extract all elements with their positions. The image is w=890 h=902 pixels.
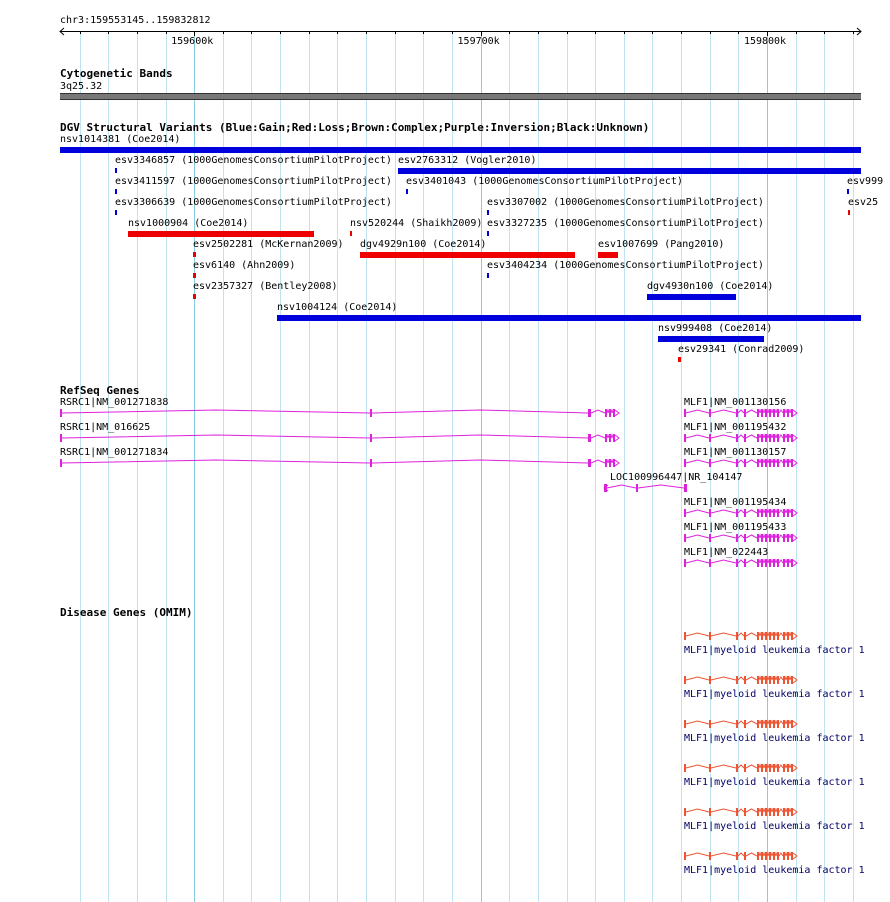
dgv-variant-label[interactable]: esv29341 (Conrad2009) bbox=[678, 344, 805, 355]
exon-block bbox=[787, 720, 789, 728]
exon-block bbox=[757, 720, 759, 728]
intron-line bbox=[711, 721, 736, 724]
intron-line bbox=[767, 765, 769, 768]
ruler-tick-label: 159700k bbox=[457, 36, 500, 47]
dgv-variant-label[interactable]: esv3404234 (1000GenomesConsortiumPilotProject) bbox=[487, 260, 764, 271]
dgv-variant-label[interactable]: nsv1000904 (Coe2014) bbox=[128, 218, 249, 229]
intron-line bbox=[775, 633, 777, 636]
exon-block bbox=[783, 808, 785, 816]
exon-block bbox=[709, 852, 711, 860]
exon-block bbox=[761, 764, 763, 772]
intron-line bbox=[738, 721, 744, 724]
intron-line bbox=[759, 721, 761, 724]
exon-block bbox=[761, 852, 763, 860]
exon-block bbox=[787, 764, 789, 772]
omim-track-title[interactable]: Disease Genes (OMIM) bbox=[60, 606, 193, 619]
intron-line bbox=[711, 809, 736, 812]
exon-block bbox=[765, 808, 767, 816]
omim-gene-model bbox=[684, 808, 797, 816]
exon-block bbox=[744, 852, 746, 860]
exon-block bbox=[791, 808, 793, 816]
intron-line bbox=[686, 809, 709, 812]
intron-line bbox=[763, 677, 765, 680]
omim-gene-model bbox=[684, 676, 797, 684]
intron-line bbox=[767, 721, 769, 724]
refseq-gene-label[interactable]: RSRC1|NM_001271838 bbox=[60, 397, 169, 408]
refseq-gene-label[interactable]: MLF1|NM_001195432 bbox=[684, 422, 787, 433]
intron-line bbox=[789, 765, 791, 768]
refseq-gene-label[interactable]: LOC100996447|NR_104147 bbox=[610, 472, 743, 483]
exon-block bbox=[736, 764, 738, 772]
intron-line bbox=[711, 633, 736, 636]
intron-line bbox=[759, 633, 761, 636]
dgv-variant-label[interactable]: nsv1004124 (Coe2014) bbox=[277, 302, 398, 313]
refseq-gene-label[interactable]: MLF1|NM_001130156 bbox=[684, 397, 787, 408]
omim-gene-model bbox=[684, 764, 797, 772]
strand-arrow-icon bbox=[793, 765, 797, 771]
exon-block bbox=[709, 764, 711, 772]
exon-block bbox=[736, 852, 738, 860]
intron-line bbox=[686, 721, 709, 724]
exon-block bbox=[777, 720, 779, 728]
dgv-variant-label[interactable]: esv3401043 (1000GenomesConsortiumPilotProject) bbox=[406, 176, 683, 187]
exon-block bbox=[787, 676, 789, 684]
intron-line bbox=[711, 853, 736, 856]
exon-block bbox=[791, 632, 793, 640]
exon-block bbox=[757, 632, 759, 640]
exon-block bbox=[765, 720, 767, 728]
intron-line bbox=[785, 721, 787, 724]
intron-line bbox=[746, 677, 757, 680]
omim-gene-label[interactable]: MLF1|myeloid leukemia factor 1 bbox=[684, 777, 865, 788]
intron-line bbox=[789, 853, 791, 856]
exon-block bbox=[769, 676, 771, 684]
exon-block bbox=[769, 720, 771, 728]
exon-block bbox=[773, 676, 775, 684]
exon-block bbox=[757, 852, 759, 860]
dgv-variant-label[interactable]: esv3346857 (1000GenomesConsortiumPilotProject) bbox=[115, 155, 392, 166]
refseq-gene-label[interactable]: MLF1|NM_022443 bbox=[684, 547, 769, 558]
intron-line bbox=[746, 765, 757, 768]
exon-block bbox=[769, 808, 771, 816]
exon-block bbox=[744, 632, 746, 640]
intron-line bbox=[771, 721, 773, 724]
intron-line bbox=[771, 853, 773, 856]
intron-line bbox=[746, 721, 757, 724]
intron-line bbox=[759, 809, 761, 812]
dgv-variant-label[interactable]: esv3306639 (1000GenomesConsortiumPilotProject) bbox=[115, 197, 392, 208]
ruler-tick-label: 159800k bbox=[743, 36, 787, 47]
exon-block bbox=[791, 720, 793, 728]
intron-line bbox=[767, 677, 769, 680]
refseq-gene-label[interactable]: RSRC1|NM_016625 bbox=[60, 422, 151, 433]
intron-line bbox=[763, 809, 765, 812]
dgv-variant-label[interactable]: esv2763312 (Vogler2010) bbox=[398, 155, 537, 166]
dgv-variant-label[interactable]: dgv4929n100 (Coe2014) bbox=[360, 239, 487, 250]
intron-line bbox=[767, 853, 769, 856]
exon-block bbox=[783, 632, 785, 640]
intron-line bbox=[746, 809, 757, 812]
refseq-track-title[interactable]: RefSeq Genes bbox=[60, 384, 140, 397]
intron-line bbox=[779, 721, 783, 724]
exon-block bbox=[744, 676, 746, 684]
exon-block bbox=[791, 764, 793, 772]
exon-block bbox=[765, 764, 767, 772]
intron-line bbox=[785, 853, 787, 856]
intron-line bbox=[785, 765, 787, 768]
intron-line bbox=[789, 809, 791, 812]
intron-line bbox=[775, 721, 777, 724]
ruler-tick-label: 159600k bbox=[171, 36, 214, 47]
exon-block bbox=[757, 676, 759, 684]
omim-gene-label[interactable]: MLF1|myeloid leukemia factor 1 bbox=[684, 733, 865, 744]
refseq-gene-label[interactable]: MLF1|NM_001130157 bbox=[684, 447, 787, 458]
dgv-variant-label[interactable]: nsv999408 (Coe2014) bbox=[658, 323, 773, 334]
omim-gene-label[interactable]: MLF1|myeloid leukemia factor 1 bbox=[684, 645, 865, 656]
strand-arrow-icon bbox=[793, 809, 797, 815]
intron-line bbox=[759, 677, 761, 680]
location-label: chr3:159553145..159832812 bbox=[60, 15, 211, 26]
dgv-variant-label[interactable]: esv2357327 (Bentley2008) bbox=[193, 281, 338, 292]
intron-line bbox=[763, 765, 765, 768]
intron-line bbox=[738, 853, 744, 856]
refseq-gene-label[interactable]: RSRC1|NM_001271834 bbox=[60, 447, 169, 458]
strand-arrow-icon bbox=[793, 853, 797, 859]
exon-block bbox=[761, 632, 763, 640]
intron-line bbox=[738, 765, 744, 768]
intron-line bbox=[779, 853, 783, 856]
intron-line bbox=[738, 677, 744, 680]
exon-block bbox=[744, 764, 746, 772]
exon-block bbox=[773, 632, 775, 640]
dgv-variant-label[interactable]: dgv4930n100 (Coe2014) bbox=[647, 281, 774, 292]
dgv-variant-label[interactable]: esv1007699 (Pang2010) bbox=[598, 239, 725, 250]
dgv-variant-label[interactable]: esv2502281 (McKernan2009) bbox=[193, 239, 344, 250]
omim-gene-model bbox=[684, 720, 797, 728]
exon-block bbox=[783, 720, 785, 728]
dgv-variant-label[interactable]: esv25 bbox=[848, 197, 879, 208]
exon-block bbox=[709, 632, 711, 640]
exon-block bbox=[684, 764, 686, 772]
exon-block bbox=[769, 632, 771, 640]
exon-block bbox=[736, 720, 738, 728]
strand-arrow-icon bbox=[793, 633, 797, 639]
intron-line bbox=[759, 853, 761, 856]
intron-line bbox=[785, 677, 787, 680]
dgv-variant-label[interactable]: nsv1014381 (Coe2014) bbox=[60, 134, 181, 145]
refseq-gene-label[interactable]: MLF1|NM_001195434 bbox=[684, 497, 787, 508]
dgv-variant-label[interactable]: esv6140 (Ahn2009) bbox=[193, 260, 296, 271]
intron-line bbox=[775, 853, 777, 856]
exon-block bbox=[684, 720, 686, 728]
omim-gene-model bbox=[684, 852, 797, 860]
intron-line bbox=[789, 677, 791, 680]
exon-block bbox=[684, 676, 686, 684]
intron-line bbox=[789, 633, 791, 636]
exon-block bbox=[777, 808, 779, 816]
dgv-variant-label[interactable]: esv3411597 (1000GenomesConsortiumPilotProject) bbox=[115, 176, 392, 187]
cytoband-label: 3q25.32 bbox=[60, 81, 103, 92]
exon-block bbox=[765, 852, 767, 860]
exon-block bbox=[744, 808, 746, 816]
exon-block bbox=[761, 676, 763, 684]
refseq-gene-label[interactable]: MLF1|NM_001195433 bbox=[684, 522, 787, 533]
exon-block bbox=[777, 852, 779, 860]
exon-block bbox=[765, 676, 767, 684]
exon-block bbox=[736, 632, 738, 640]
intron-line bbox=[686, 633, 709, 636]
intron-line bbox=[785, 633, 787, 636]
exon-block bbox=[777, 764, 779, 772]
intron-line bbox=[771, 677, 773, 680]
exon-block bbox=[791, 676, 793, 684]
dgv-variant-label[interactable]: esv999 bbox=[847, 176, 884, 187]
exon-block bbox=[709, 808, 711, 816]
exon-block bbox=[777, 632, 779, 640]
intron-line bbox=[775, 765, 777, 768]
intron-line bbox=[775, 677, 777, 680]
exon-block bbox=[744, 720, 746, 728]
exon-block bbox=[783, 852, 785, 860]
exon-block bbox=[773, 720, 775, 728]
exon-block bbox=[709, 720, 711, 728]
intron-line bbox=[763, 853, 765, 856]
intron-line bbox=[686, 853, 709, 856]
intron-line bbox=[711, 765, 736, 768]
exon-block bbox=[684, 808, 686, 816]
intron-line bbox=[759, 765, 761, 768]
exon-block bbox=[787, 632, 789, 640]
intron-line bbox=[746, 633, 757, 636]
intron-line bbox=[775, 809, 777, 812]
intron-line bbox=[789, 721, 791, 724]
exon-block bbox=[709, 676, 711, 684]
exon-block bbox=[787, 808, 789, 816]
exon-block bbox=[773, 852, 775, 860]
cytoband-track-title[interactable]: Cytogenetic Bands bbox=[60, 67, 173, 80]
omim-gene-model bbox=[684, 632, 797, 640]
exon-block bbox=[773, 764, 775, 772]
exon-block bbox=[777, 676, 779, 684]
intron-line bbox=[785, 809, 787, 812]
intron-line bbox=[767, 809, 769, 812]
dgv-track-title[interactable]: DGV Structural Variants (Blue:Gain;Red:Loss;Brown:Complex;Purple:Inversion;Black:Unknown) bbox=[60, 121, 650, 134]
exon-block bbox=[684, 632, 686, 640]
intron-line bbox=[763, 633, 765, 636]
intron-line bbox=[779, 633, 783, 636]
exon-block bbox=[783, 764, 785, 772]
exon-block bbox=[769, 764, 771, 772]
omim-gene-label[interactable]: MLF1|myeloid leukemia factor 1 bbox=[684, 865, 865, 876]
omim-gene-label[interactable]: MLF1|myeloid leukemia factor 1 bbox=[684, 689, 865, 700]
exon-block bbox=[761, 808, 763, 816]
intron-line bbox=[779, 809, 783, 812]
intron-line bbox=[686, 765, 709, 768]
exon-block bbox=[757, 764, 759, 772]
exon-block bbox=[787, 852, 789, 860]
intron-line bbox=[779, 765, 783, 768]
exon-block bbox=[757, 808, 759, 816]
intron-line bbox=[738, 633, 744, 636]
strand-arrow-icon bbox=[793, 677, 797, 683]
intron-line bbox=[746, 853, 757, 856]
intron-line bbox=[771, 809, 773, 812]
strand-arrow-icon bbox=[793, 721, 797, 727]
exon-block bbox=[783, 676, 785, 684]
exon-block bbox=[736, 676, 738, 684]
exon-block bbox=[736, 808, 738, 816]
dgv-variant-label[interactable]: esv3307002 (1000GenomesConsortiumPilotProject) bbox=[487, 197, 764, 208]
exon-block bbox=[791, 852, 793, 860]
intron-line bbox=[771, 765, 773, 768]
exon-block bbox=[765, 632, 767, 640]
dgv-variant-label[interactable]: nsv520244 (Shaikh2009) bbox=[350, 218, 483, 229]
intron-line bbox=[738, 809, 744, 812]
intron-line bbox=[767, 633, 769, 636]
dgv-variant-label[interactable]: esv3327235 (1000GenomesConsortiumPilotProject) bbox=[487, 218, 764, 229]
intron-line bbox=[686, 677, 709, 680]
omim-gene-label[interactable]: MLF1|myeloid leukemia factor 1 bbox=[684, 821, 865, 832]
exon-block bbox=[684, 852, 686, 860]
intron-line bbox=[763, 721, 765, 724]
intron-line bbox=[779, 677, 783, 680]
intron-line bbox=[711, 677, 736, 680]
exon-block bbox=[773, 808, 775, 816]
exon-block bbox=[769, 852, 771, 860]
intron-line bbox=[771, 633, 773, 636]
exon-block bbox=[761, 720, 763, 728]
